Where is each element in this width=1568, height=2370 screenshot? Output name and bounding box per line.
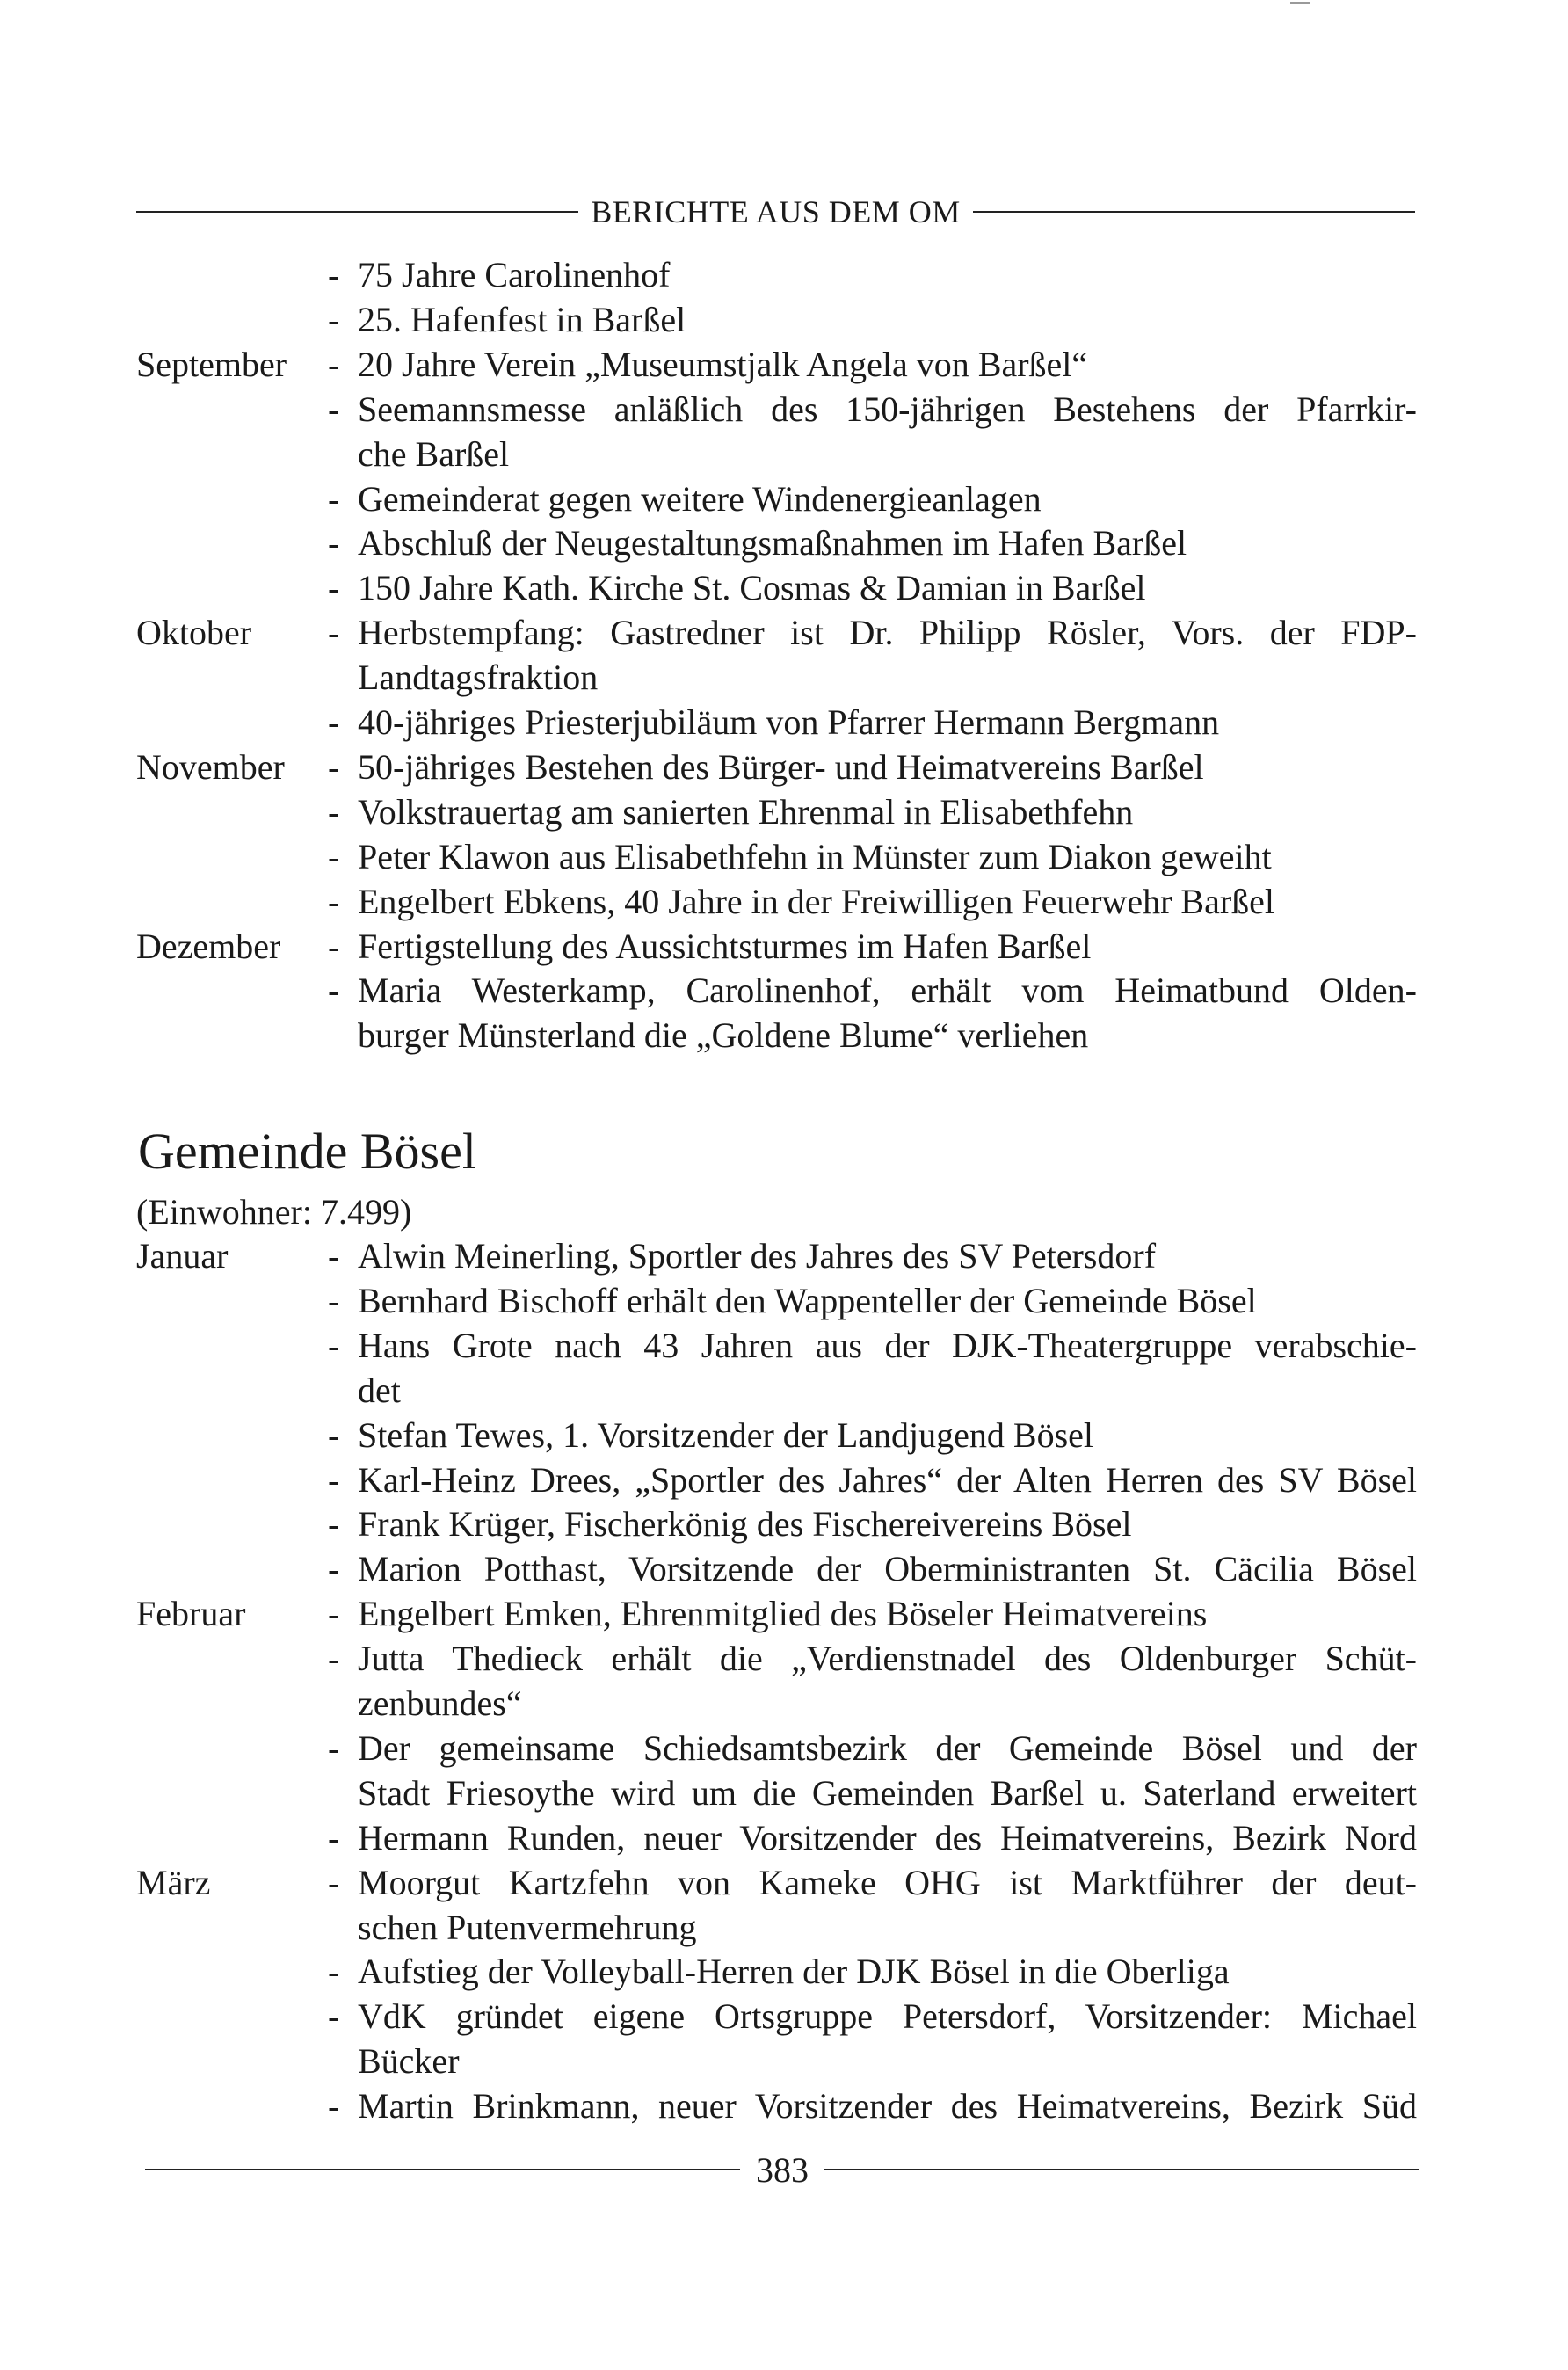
bullet-dash: - — [328, 568, 340, 608]
bullet-dash: - — [328, 1549, 340, 1589]
bullet-dash: - — [328, 926, 340, 966]
month-label: Dezember — [136, 926, 281, 966]
event-text: Moorgut Kartzfehn von Kameke OHG ist Marktführer der deut- — [358, 1862, 1417, 1902]
event-text: Maria Westerkamp, Carolinenhof, erhält vom Heimatbund Olden- — [358, 971, 1417, 1011]
chronicle-line — [0, 252, 1568, 297]
bullet-dash: - — [328, 1459, 340, 1500]
bullet-dash: - — [328, 613, 340, 653]
chronicle-line — [0, 342, 1568, 387]
event-text: VdK gründet eigene Ortsgruppe Petersdorf, Vorsitzender: Michael — [358, 1996, 1417, 2037]
chronicle-line — [0, 1949, 1568, 1994]
chronicle-line — [0, 968, 1568, 1013]
header-rule-right — [973, 211, 1415, 213]
chronicle-line — [0, 1726, 1568, 1770]
section-title: Gemeinde Bösel — [138, 1123, 476, 1180]
chronicle-line — [0, 1413, 1568, 1458]
event-text: 25. Hafenfest in Barßel — [358, 299, 686, 339]
month-label: März — [136, 1862, 211, 1902]
event-text: Herbstempfang: Gastredner ist Dr. Philipp Rösler, Vors. der FDP- — [358, 613, 1417, 653]
event-text: schen Putenvermehrung — [358, 1907, 697, 1947]
chronicle-line — [0, 1546, 1568, 1591]
event-text: che Barßel — [358, 433, 510, 474]
month-label: November — [136, 746, 285, 787]
chronicle-line — [0, 745, 1568, 789]
bullet-dash: - — [328, 1952, 340, 1992]
bullet-dash: - — [328, 389, 340, 429]
event-text: Bernhard Bischoff erhält den Wappenteller der Gemeinde Bösel — [358, 1280, 1257, 1320]
bullet-dash: - — [328, 836, 340, 876]
inhabitants-count: (Einwohner: 7.499) — [136, 1192, 412, 1232]
month-label: Januar — [136, 1236, 229, 1276]
event-text: Hermann Runden, neuer Vorsitzender des Heimatvereins, Bezirk Nord — [358, 1817, 1417, 1857]
chronicle-line — [0, 655, 1568, 700]
page-footer — [145, 2148, 1419, 2192]
page-number: 383 — [756, 2149, 809, 2190]
bullet-dash: - — [328, 1325, 340, 1365]
event-text: 50-jähriges Bestehen des Bürger- und Heimatvereins Barßel — [358, 746, 1204, 787]
event-text: Marion Potthast, Vorsitzende der Oberministranten St. Cäcilia Bösel — [358, 1549, 1417, 1589]
event-text: Landtagsfraktion — [358, 658, 599, 698]
chronicle-line — [0, 1591, 1568, 1636]
bullet-dash: - — [328, 1727, 340, 1768]
event-text: det — [358, 1370, 401, 1410]
footer-rule-right — [824, 2169, 1419, 2170]
chronicle-line — [0, 387, 1568, 432]
event-text: Jutta Thedieck erhält die „Verdienstnadel des Oldenburger Schüt- — [358, 1639, 1417, 1679]
bullet-dash: - — [328, 791, 340, 832]
chronicle-line — [0, 432, 1568, 476]
bullet-dash: - — [328, 971, 340, 1011]
bullet-dash: - — [328, 1280, 340, 1320]
event-text: Hans Grote nach 43 Jahren aus der DJK-Theatergruppe verabschie- — [358, 1325, 1417, 1365]
event-text: 75 Jahre Carolinenhof — [358, 255, 671, 294]
bullet-dash: - — [328, 344, 340, 384]
event-text: Engelbert Ebkens, 40 Jahre in der Freiwilligen Feuerwehr Barßel — [358, 881, 1275, 921]
chronicle-line — [0, 1368, 1568, 1413]
event-text: Der gemeinsame Schiedsamtsbezirk der Gemeinde Bösel und der — [358, 1727, 1417, 1768]
bullet-dash: - — [328, 1996, 340, 2037]
bullet-dash: - — [328, 881, 340, 921]
chronicle-line — [0, 1636, 1568, 1681]
event-text: Seemannsmesse anläßlich des 150-jährigen Bestehens der Pfarrkir- — [358, 389, 1417, 429]
bullet-dash: - — [328, 1236, 340, 1276]
chronicle-line — [0, 297, 1568, 342]
chronicle-line — [0, 1770, 1568, 1815]
event-text: Alwin Meinerling, Sportler des Jahres des SV Petersdorf — [358, 1236, 1157, 1276]
bullet-dash: - — [328, 1594, 340, 1634]
month-label: September — [136, 344, 287, 384]
scan-mark — [1290, 2, 1310, 4]
chronicle-line — [0, 879, 1568, 924]
chronicle-line — [0, 2039, 1568, 2083]
chronicle-line — [0, 610, 1568, 655]
event-text: Fertigstellung des Aussichtsturmes im Hafen Barßel — [358, 926, 1092, 966]
bullet-dash: - — [328, 1817, 340, 1857]
chronicle-line — [0, 520, 1568, 565]
bullet-dash: - — [328, 1414, 340, 1455]
bullet-dash: - — [328, 299, 340, 339]
event-text: zenbundes“ — [358, 1683, 522, 1723]
event-text: Peter Klawon aus Elisabethfehn in Münster zum Diakon geweiht — [358, 836, 1272, 876]
month-label: Februar — [136, 1594, 246, 1634]
event-text: Volkstrauertag am sanierten Ehrenmal in Elisabethfehn — [358, 791, 1134, 832]
header-rule-left — [136, 211, 578, 213]
event-text: Engelbert Emken, Ehrenmitglied des Böseler Heimatvereins — [358, 1594, 1208, 1634]
chronicle-line — [0, 1233, 1568, 1278]
chronicle-line — [0, 1905, 1568, 1950]
bullet-dash: - — [328, 1504, 340, 1545]
chronicle-line — [0, 924, 1568, 969]
running-header-title: BERICHTE AUS DEM OM — [591, 194, 961, 229]
event-text: 150 Jahre Kath. Kirche St. Cosmas & Damian in Barßel — [358, 568, 1146, 608]
event-text: Stadt Friesoythe wird um die Gemeinden Barßel u. Saterland erweitert — [358, 1772, 1417, 1813]
chronicle-line — [0, 565, 1568, 610]
event-text: 40-jähriges Priesterjubiläum von Pfarrer Hermann Bergmann — [358, 702, 1220, 742]
chronicle-line — [0, 1681, 1568, 1726]
event-text: Frank Krüger, Fischerkönig des Fischereivereins Bösel — [358, 1504, 1132, 1545]
event-text: burger Münsterland die „Goldene Blume“ verliehen — [358, 1015, 1089, 1056]
chronicle-line — [0, 1815, 1568, 1860]
chronicle-line — [0, 1501, 1568, 1546]
bullet-dash: - — [328, 478, 340, 519]
month-label: Oktober — [136, 613, 252, 653]
event-text: Abschluß der Neugestaltungsmaßnahmen im Hafen Barßel — [358, 523, 1187, 563]
chronicle-line — [0, 2083, 1568, 2128]
chronicle-line — [0, 700, 1568, 745]
chronicle-line — [0, 1278, 1568, 1323]
event-text: Stefan Tewes, 1. Vorsitzender der Landjugend Bösel — [358, 1414, 1094, 1455]
event-text: Aufstieg der Volleyball-Herren der DJK Bösel in die Oberliga — [358, 1952, 1230, 1992]
chronicle-line — [0, 1013, 1568, 1058]
chronicle-line — [0, 1994, 1568, 2039]
bullet-dash: - — [328, 702, 340, 742]
chronicle-line — [0, 1323, 1568, 1368]
chronicle-line — [0, 834, 1568, 879]
bullet-dash: - — [328, 2086, 340, 2126]
event-text: Karl-Heinz Drees, „Sportler des Jahres“ der Alten Herren des SV Bösel — [358, 1459, 1417, 1500]
bullet-dash: - — [328, 1639, 340, 1679]
bullet-dash: - — [328, 255, 340, 294]
chronicle-line — [0, 1860, 1568, 1905]
chronicle-line — [0, 1458, 1568, 1502]
bullet-dash: - — [328, 746, 340, 787]
bullet-dash: - — [328, 1862, 340, 1902]
chronicle-line — [0, 476, 1568, 521]
event-text: Gemeinderat gegen weitere Windenergieanlagen — [358, 478, 1042, 519]
bullet-dash: - — [328, 523, 340, 563]
footer-rule-left — [145, 2169, 740, 2170]
event-text: 20 Jahre Verein „Museumstjalk Angela von Barßel“ — [358, 344, 1088, 384]
running-header — [136, 190, 1415, 234]
event-text: Martin Brinkmann, neuer Vorsitzender des Heimatvereins, Bezirk Süd — [358, 2086, 1417, 2126]
event-text: Bücker — [358, 2041, 460, 2082]
chronicle-line — [0, 789, 1568, 834]
